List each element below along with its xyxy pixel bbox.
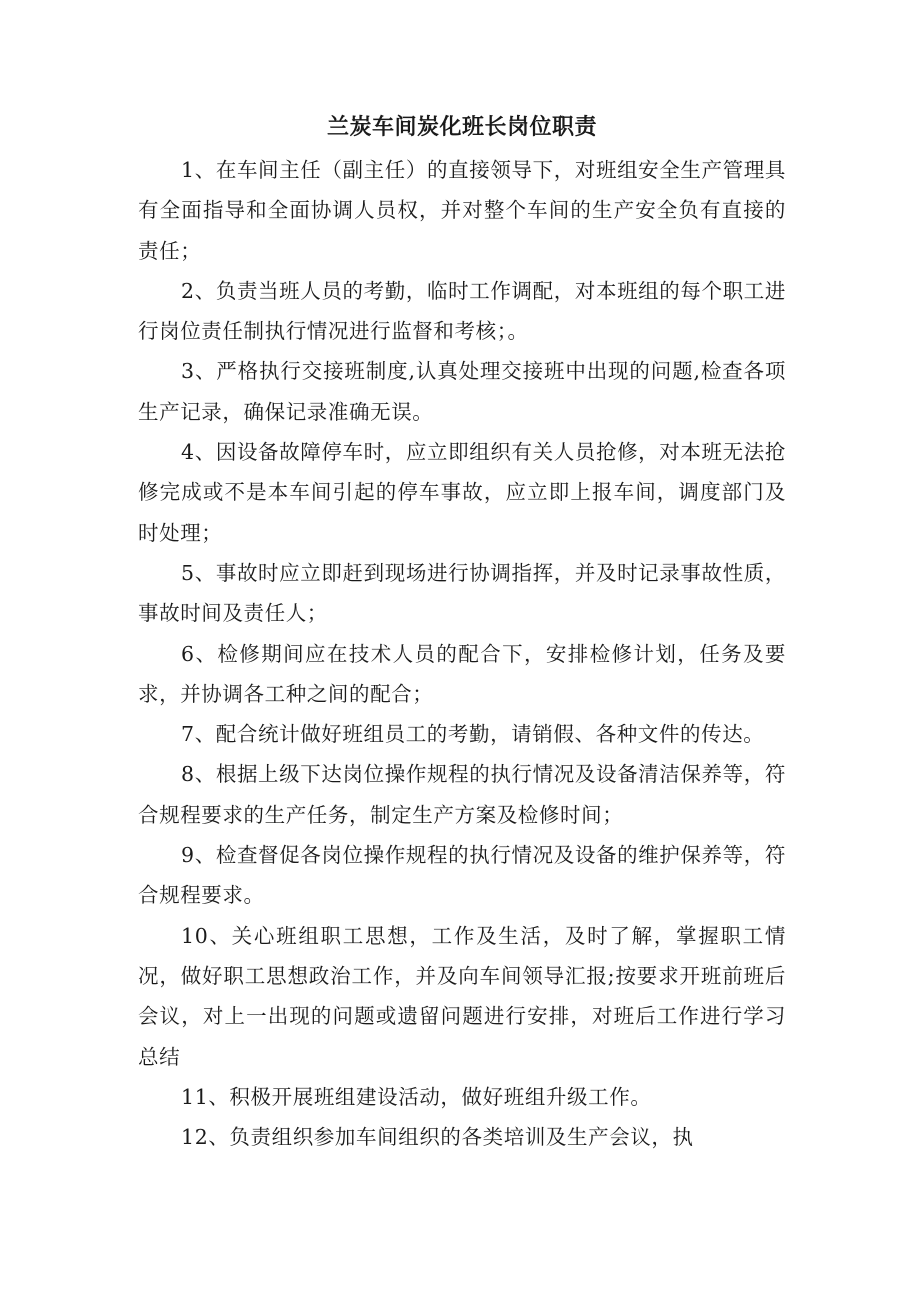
duty-item-12: 12、负责组织参加车间组织的各类培训及生产会议，执 <box>181 1125 694 1150</box>
duty-item-11: 11、积极开展班组建设活动，做好班组升级工作。 <box>181 1084 652 1109</box>
document-title: 兰炭车间炭化班长岗位职责 <box>326 115 597 140</box>
duty-item-7: 7、配合统计做好班组员工的考勤，请销假、各种文件的传达。 <box>181 722 765 747</box>
duty-item-5: 5、事故时应立即赶到现场进行协调指挥，并及时记录事故性质，事故时间及责任人； <box>138 560 786 626</box>
document-page <box>138 108 786 1157</box>
duty-item-3: 3、严格执行交接班制度,认真处理交接班中出现的问题,检查各项生产记录，确保记录准确无误。 <box>138 359 786 424</box>
duty-item-8: 8、根据上级下达岗位操作规程的执行情况及设备清洁保养等，符合规程要求的生产任务，制定生产方案及检修时间； <box>138 762 786 827</box>
duty-item-2: 2、负责当班人员的考勤，临时工作调配，对本班组的每个职工进行岗位责任制执行情况进行监督和考核；。 <box>138 278 786 344</box>
duty-item-9: 9、检查督促各岗位操作规程的执行情况及设备的维护保养等，符合规程要求。 <box>138 843 786 908</box>
duty-item-6: 6、检修期间应在技术人员的配合下，安排检修计划，任务及要求，并协调各工种之间的配合； <box>138 641 786 706</box>
duty-item-1: 1、在车间主任（副主任）的直接领导下，对班组安全生产管理具有全面指导和全面协调人员权，并对整个车间的生产安全负有直接的责任； <box>138 158 786 263</box>
duty-item-4: 4、因设备故障停车时，应立即组织有关人员抢修，对本班无法抢修完成或不是本车间引起的停车事故，应立即上报车间，调度部门及时处理； <box>138 440 786 545</box>
duty-item-10: 10、关心班组职工思想，工作及生活，及时了解，掌握职工情况，做好职工思想政治工作，并及向车间领导汇报;按要求开班前班后会议，对上一出现的问题或遗留问题进行安排，对班后工作进行学习总结 <box>138 923 786 1069</box>
